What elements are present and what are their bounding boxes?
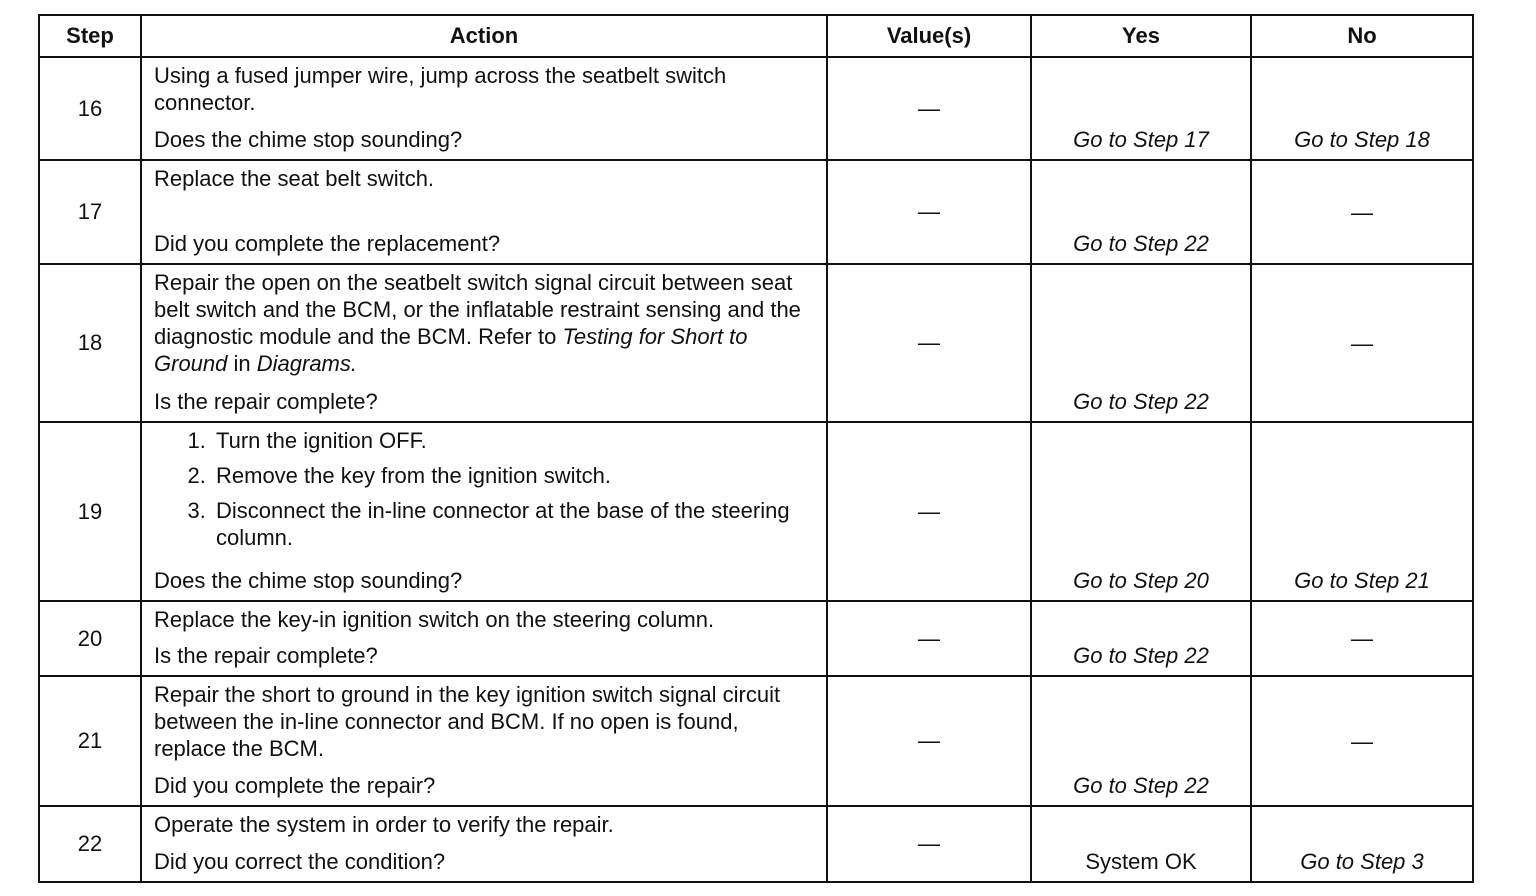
action-text: Using a fused jumper wire, jump across the seatbelt switch connector.: [154, 63, 727, 115]
no-cell: Go to Step 21: [1251, 422, 1473, 601]
value-cell: —: [827, 57, 1031, 160]
value-cell: —: [827, 601, 1031, 676]
action-text: Replace the seat belt switch.: [154, 166, 435, 191]
list-item: 2. Remove the key from the ignition switch.: [212, 462, 814, 489]
no-cell: —: [1251, 601, 1473, 676]
yes-cell: Go to Step 22: [1031, 676, 1251, 806]
step-number: 22: [39, 806, 141, 882]
step-number: 16: [39, 57, 141, 160]
action-question: Is the repair complete?: [154, 643, 378, 668]
header-yes: Yes: [1031, 15, 1251, 57]
table-row: [39, 160, 1473, 264]
value-cell: —: [827, 422, 1031, 601]
table-row: [39, 422, 1473, 601]
action-cell: [141, 264, 827, 422]
table-row: [39, 264, 1473, 422]
value-cell: —: [827, 264, 1031, 422]
action-question: Did you complete the replacement?: [154, 231, 501, 256]
value-cell: —: [827, 806, 1031, 882]
list-item: 3. Disconnect the in-line connector at the base of the steering column.: [212, 497, 814, 551]
action-question: Does the chime stop sounding?: [154, 568, 463, 593]
header-values: Value(s): [827, 15, 1031, 57]
table-row: [39, 57, 1473, 160]
yes-cell: Go to Step 22: [1031, 160, 1251, 264]
step-number: 19: [39, 422, 141, 601]
value-cell: —: [827, 676, 1031, 806]
step-number: 21: [39, 676, 141, 806]
list-item: 1. Turn the ignition OFF.: [212, 427, 814, 454]
header-row: [39, 15, 1473, 57]
no-cell: —: [1251, 676, 1473, 806]
no-cell: Go to Step 18: [1251, 57, 1473, 160]
step-number: 18: [39, 264, 141, 422]
action-text: Repair the open on the seatbelt switch signal circuit between seat belt switch and the BCM, or the inflatable restraint sensing and the diagnostic module and the BCM. Refer to Testing for Short to Ground in Diagrams.: [154, 270, 801, 376]
action-question: Did you correct the condition?: [154, 849, 446, 874]
yes-cell: System OK: [1031, 806, 1251, 882]
table-row: [39, 806, 1473, 882]
action-question: Is the repair complete?: [154, 389, 378, 414]
action-cell: [141, 57, 827, 160]
action-text: Operate the system in order to verify the repair.: [154, 812, 614, 837]
action-text: Replace the key-in ignition switch on the steering column.: [154, 607, 715, 632]
yes-cell: Go to Step 20: [1031, 422, 1251, 601]
yes-cell: Go to Step 22: [1031, 601, 1251, 676]
step-number: 20: [39, 601, 141, 676]
table-row: [39, 601, 1473, 676]
reference-diagrams-text: Diagrams.: [256, 351, 357, 376]
step-number: 17: [39, 160, 141, 264]
action-cell: [141, 806, 827, 882]
reference-link-text: Testing for Short to Ground: [154, 324, 748, 376]
action-cell: [141, 601, 827, 676]
yes-cell: Go to Step 22: [1031, 264, 1251, 422]
no-cell: Go to Step 3: [1251, 806, 1473, 882]
header-no: No: [1251, 15, 1473, 57]
action-question: Did you complete the repair?: [154, 773, 436, 798]
action-cell: [141, 160, 827, 264]
action-cell: [141, 676, 827, 806]
table-row: [39, 676, 1473, 806]
action-steps-list: [154, 427, 814, 559]
header-action: Action: [141, 15, 827, 57]
header-step: Step: [39, 15, 141, 57]
value-cell: —: [827, 160, 1031, 264]
action-question: Does the chime stop sounding?: [154, 127, 463, 152]
yes-cell: Go to Step 17: [1031, 57, 1251, 160]
no-cell: —: [1251, 160, 1473, 264]
action-cell: [141, 422, 827, 601]
action-text: Repair the short to ground in the key ignition switch signal circuit between the in-line connector and BCM. If no open is found, replace the BCM.: [154, 682, 781, 761]
diagnostic-table: [38, 14, 1474, 883]
no-cell: —: [1251, 264, 1473, 422]
